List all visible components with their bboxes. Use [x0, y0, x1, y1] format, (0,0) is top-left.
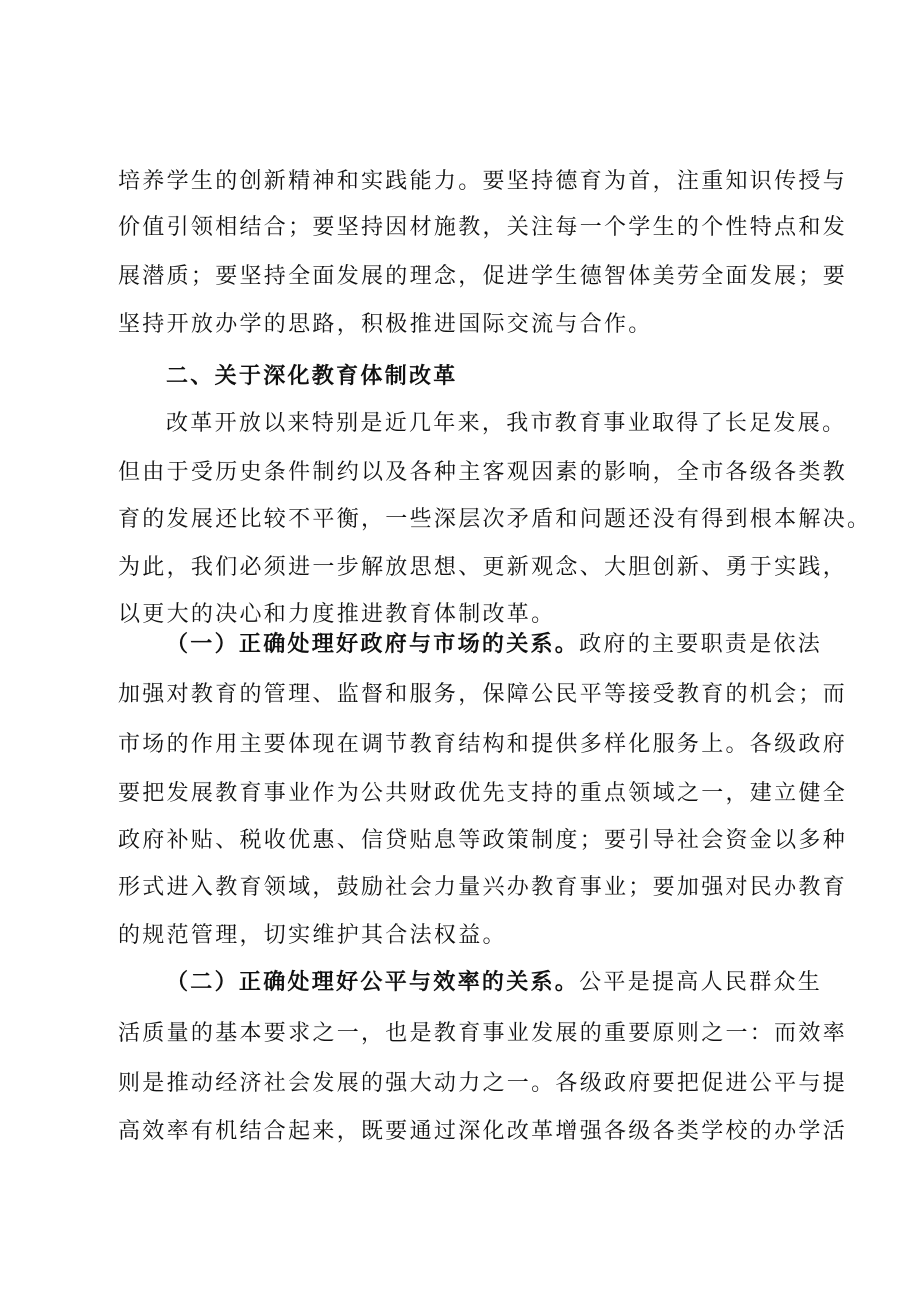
subsection-title: （二）正确处理好公平与效率的关系。: [166, 970, 580, 995]
paragraph-line: [166, 630, 823, 660]
paragraph-text: 政府的主要职责是依法: [579, 632, 823, 657]
paragraph-text: 公平是提高人民群众生: [579, 970, 823, 995]
section-heading: 二、关于深化教育体制改革: [166, 364, 458, 389]
paragraph-line: 活质量的基本要求之一，也是教育事业发展的重要原则之一：而效率: [118, 1021, 848, 1046]
paragraph-line: 坚持开放办学的思路，积极推进国际交流与合作。: [118, 312, 653, 337]
paragraph-line: 则是推动经济社会发展的强大动力之一。各级政府要把促进公平与提: [118, 1071, 848, 1096]
paragraph-line: 改革开放以来特别是近几年来，我市教育事业取得了长足发展。: [166, 411, 847, 436]
paragraph-line: 培养学生的创新精神和实践能力。要坚持德育为首，注重知识传授与: [118, 169, 848, 194]
paragraph-line: 政府补贴、税收优惠、信贷贴息等政策制度；要引导社会资金以多种: [118, 828, 848, 853]
paragraph-line: 展潜质；要坚持全面发展的理念，促进学生德智体美劳全面发展；要: [118, 264, 848, 289]
paragraph-line: 市场的作用主要体现在调节教育结构和提供多样化服务上。各级政府: [118, 732, 848, 757]
paragraph-line: 加强对教育的管理、监督和服务，保障公民平等接受教育的机会；而: [118, 682, 848, 707]
paragraph-line: 价值引领相结合；要坚持因材施教，关注每一个学生的个性特点和发: [118, 215, 848, 240]
paragraph-line: 要把发展教育事业作为公共财政优先支持的重点领域之一，建立健全: [118, 781, 848, 806]
paragraph-line: 的规范管理，切实维护其合法权益。: [118, 923, 507, 948]
paragraph-line: 育的发展还比较不平衡，一些深层次矛盾和问题还没有得到根本解决。: [118, 507, 872, 532]
paragraph-line: 高效率有机结合起来，既要通过深化改革增强各级各类学校的办学活: [118, 1119, 848, 1144]
subsection-title: （一）正确处理好政府与市场的关系。: [166, 632, 580, 657]
paragraph-line: 为此，我们必须进一步解放思想、更新观念、大胆创新、勇于实践，: [118, 555, 848, 580]
paragraph-line: [166, 968, 823, 998]
paragraph-line: 以更大的决心和力度推进教育体制改革。: [118, 602, 556, 627]
paragraph-line: 形式进入教育领域，鼓励社会力量兴办教育事业；要加强对民办教育: [118, 875, 848, 900]
paragraph-line: 但由于受历史条件制约以及各种主客观因素的影响，全市各级各类教: [118, 460, 848, 485]
